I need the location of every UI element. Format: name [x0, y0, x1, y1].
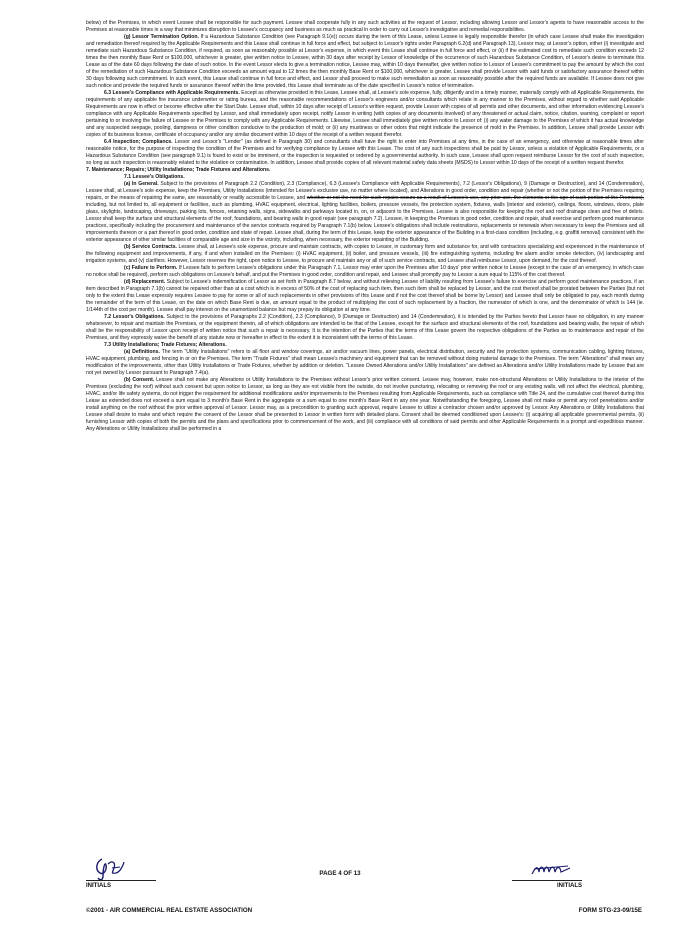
- paragraph-text: If a Hazardous Substance Condition (see Paragraph 9.1(e)) occurs during the term of this Lease, unless Lessee is legally responsible therefor (in which case Lessee shall make the investigation and remediation thereof required by the Applicable Requirements and this Lease shall continue in full force and effect, but subject to Lessor's rights under Paragraph 6.2(d) and Paragraph 13), Lessor may, at Lessor's option, either (i) investigate and remediate such Hazardous Substance Condition, if required, as soon as reasonably possible at Lessor's expense, in which event this Lease shall continue in full force and effect, or (ii) if the estimated cost to remediate such condition exceeds 12 times the then monthly Base Rent or $100,000, whichever is greater, give written notice to Lessee, within 30 days after receipt by Lessor of knowledge of the occurrence of such Hazardous Substance Condition, of Lessor's desire to terminate this Lease as of the date 60 days following the date of such notice. In the event Lessor elects to give a termination notice, Lessee may, within 10 days thereafter, give written notice to Lessor of Lessee's commitment to pay the amount by which the cost of the remediation of such Hazardous Substance Condition exceeds an amount equal to 12 times the then monthly Base Rent or $100,000, whichever is greater. Lessee shall provide Lessor with said funds or satisfactory assurance thereof within 30 days following such commitment. In such event, this Lease shall continue in full force and effect, and Lessor shall proceed to make such remediation as soon as reasonably possible after the required funds are available. If Lessee does not give such notice and provide the required funds or assurance thereof within the time provided, this Lease shall terminate as of the date specified in Lessor's notice of termination.: [86, 34, 644, 89]
- paragraph: [86, 20, 644, 34]
- paragraph-heading: 6.3 Lessee's Compliance with Applicable Requirements.: [104, 90, 240, 96]
- paragraph-text: Lessee shall, at Lessee's sole expense, procure and maintain contracts, with copies to Lessor, in customary form and substance for, and with contractors specializing and experienced in the maintenance of the following equipment and improvements, if any, if and when installed on the Premises: (i) HVAC equipment, (ii) boiler, and pressure vessels, (iii) fire extinguishing systems, including fire alarm and/or smoke detection, (iv) landscaping and irrigation systems, and (v) clarifiers. However, Lessor reserves the right, upon notice to Lessee, to procure and maintain any or all of such service contracts, and Lessee shall reimburse Lessor, upon demand, for the cost thereof.: [86, 244, 644, 264]
- struck-text: whether or not the need for such repairs occurs as a result of Lessee's use, any prior use, the elements or the age of such portion of the Premises),: [306, 195, 644, 201]
- paragraph: [86, 349, 644, 377]
- paragraph: [86, 174, 644, 181]
- paragraph-text: Subject to the provisions of Paragraphs 2.2 (Condition), 2.3 (Compliance), 9 (Damage or Destruction) and 14 (Condemnation), it is intended by the Parties hereto that Lessor have no obligation, in any manner whatsoever, to repair and maintain the Premises, or the equipment therein, all of which obligations are intended to be that of the Lessee, except for the surface and structural elements of the roof, foundations and bearing walls, the repair of which shall be the responsibility of Lessor upon receipt of written notice that such a repair is necessary. It is the intention of the Parties that the terms of this Lease govern the respective obligations of the Parties as to maintenance and repair of the Premises, and they expressly waive the benefit of any statute now or hereafter in effect to the extent it is inconsistent with the terms of this Lease.: [86, 314, 644, 341]
- paragraph: [86, 342, 644, 349]
- paragraph-heading: (b) Service Contracts.: [124, 244, 177, 250]
- paragraph: [86, 34, 644, 90]
- paragraph-heading: (g) Lessor Termination Option.: [124, 34, 199, 40]
- copyright-notice: ©2001 - AIR COMMERCIAL REAL ESTATE ASSOCIATION: [86, 907, 253, 914]
- paragraph-heading: (c) Failure to Perform.: [124, 265, 178, 271]
- initials-block-right: [512, 858, 582, 889]
- initials-label-right: INITIALS: [557, 883, 582, 889]
- paragraph: [86, 314, 644, 342]
- paragraph: [86, 139, 644, 167]
- paragraph: [86, 244, 644, 265]
- page-number: PAGE 4 OF 13: [319, 870, 361, 877]
- handwritten-initials-right: [530, 858, 574, 880]
- paragraph-text: Except as otherwise provided in this Lease, Lessee shall, at Lessee's sole expense, fully, diligently and in a timely manner, materially comply with all Applicable Requirements, the requirements of any applicable fire insurance underwriter or rating bureau, and the reasonable recommendations of Lessor's engineers and/or consultants which relate in any manner to the Premises, without regard to whether said Applicable Requirements are now in effect or become effective after the Start Date. Lessee shall, within 10 days after receipt of Lessor's written request, provide Lessor with copies of all permits and other documents, and other information evidencing Lessee's compliance with any Applicable Requirements specified by Lessor, and shall immediately upon receipt, notify Lessor in writing (with copies of any documents involved) of any threatened or actual claim, notice, citation, warning, complaint or report pertaining to or involving the failure of Lessee or the Premises to comply with any Applicable Requirements. Likewise, Lessee shall immediately give written notice to Lessor of: (i) any water damage to the Premises of which it has actual knowledge and any suspected seepage, pooling, dampness or other condition conducive to the production of mold; or (ii) any mustiness or other odors that might indicate the presence of mold in the Premises. In addition, Lessee shall provide Lessor with copies of its business license, certificate of occupancy and/or any similar document within 10 days of the receipt of a written request therefor.: [86, 90, 644, 138]
- paragraph: [86, 377, 644, 433]
- initials-label-left: INITIALS: [86, 883, 111, 889]
- paragraph-text: The term "Utility Installations" refers to all floor and window coverings, air and/or vacuum lines, power panels, electrical distribution, security and fire protection systems, communication cabling, lighting fixtures, HVAC equipment, plumbing, and fencing in or on the Premises. The term "Trade Fixtures" shall mean Lessee's machinery and equipment that can be removed without doing material damage to the Premises. The term "Alterations" shall mean any modification of the improvements, other than Utility Installations or Trade Fixtures, whether by addition or deletion. "Lessee Owned Alterations and/or Utility Installations" are defined as Alterations and/or Utility Installations made by Lessee that are not yet owned by Lessor pursuant to Paragraph 7.4(a).: [86, 349, 644, 376]
- paragraph-heading: 7. Maintenance; Repairs; Utility Installations; Trade Fixtures and Alterations.: [86, 167, 271, 173]
- paragraph-heading: (b) Consent.: [124, 377, 155, 383]
- paragraph-text: Subject to Lessee's indemnification of Lessor as set forth in Paragraph 8.7 below, and without relieving Lessee of liability resulting from Lessee's failure to exercise and perform good maintenance practices, if an item described in Paragraph 7.1(b) cannot be repaired other than at a cost which is in excess of 50% of the cost of replacing such item, then such item shall be replaced by Lessor, and the cost thereof shall be prorated between the Parties (but not only to the extent this Lease expressly requires Lessee to pay for some or all of such replacements in other provisions of this Lease and if not the cost thereof shall be borne by Lessor) and Lessee shall only be obligated to pay, each month during the remainder of the term of this Lease, on the date on which Base Rent is due, an amount equal to the product of multiplying the cost of such replacement by a fraction, the numerator of which is one, and the denominator of which is 144 (ie. 1/144th of the cost per month). Lessee shall pay interest on the unamortized balance but may prepay its obligation at any time.: [86, 279, 644, 313]
- paragraph-text-continued: including, but not limited to, all equipment or facilities, such as plumbing, HVAC equipment, electrical, lighting facilities, boilers, pressure vessels, fire protection system, fixtures, walls (interior and exterior), ceilings, floors, windows, doors, plate glass, skylights, landscaping, driveways, parking lots, fences, retaining walls, signs, sidewalks and parkways located in, on, or adjacent to the Premises. Lessee is also responsible for keeping the roof and roof drainage clean and free of debris. Lessor shall keep the surface and structural elements of the roof, foundations, and bearing walls in good repair (see paragraph 7.2). Lessee, in keeping the Premises in good order, condition and repair, shall exercise and perform good maintenance practices, specifically including the procurement and maintenance of the service contracts required by Paragraph 7.1(b) below. Lessee's obligations shall include restorations, replacements or renewals when necessary to keep the Premises and all improvements thereon or a part thereof in good order, condition and state of repair. Lessee shall, during the term of this Lease, keep the exterior appearance of the Building in a first-class condition (including, e.g. graffiti removal) consistent with the exterior appearance of other similar facilities of comparable age and size in the vicinity, including, when necessary, the exterior repainting of the Building.: [86, 202, 644, 243]
- initials-line-right[interactable]: [512, 858, 582, 881]
- paragraph-text: Subject to the provisions of Paragraph 2.2 (Condition), 2.3 (Compliance), 6.3 (Lessee's Compliance with Applicable Requirements), 7.2 (Lessor's Obligations), 9 (Damage or Destruction), and 14 (Condemnation), Lessee shall, at Lessee's sole expense, keep the Premises, Utility Installations (intended for Lessee's exclusive use, no matter where located), and Alterations in good order, condition and repair (whether or not the portion of the Premises requiring repairs, or the means of repairing the same, are reasonably or readily accessible to Lessee, and: [86, 181, 644, 201]
- paragraph-text: If Lessee fails to perform Lessee's obligations under this Paragraph 7.1, Lessor may enter upon the Premises after 10 days' prior written notice to Lessee (except in the case of an emergency, in which case no notice shall be required), perform such obligations on Lessee's behalf, and put the Premises in good order, condition and repair, and Lessee shall promptly pay to Lessor a sum equal to 115% of the cost thereof.: [86, 265, 644, 278]
- paragraph-heading: (a) Definitions.: [124, 349, 160, 355]
- paragraph-heading: 6.4 Inspection; Compliance.: [104, 139, 173, 145]
- paragraph-text: below) of the Premises, in which event Lessee shall be responsible for such payment. Lessee shall cooperate fully in any such activities at the request of Lessor, including allowing Lessor and Lessor's agents to have reasonable access to the Premises at reasonable times in a way that minimizes disruption to Lessee's occupancy and business as much as practical in order to carry out Lessor's investigative and remedial responsibilities.: [86, 20, 644, 33]
- paragraph-text: Lessee shall not make any Alterations or Utility Installations to the Premises without Lessor's prior written consent. Lessee may, however, make non-structural Alterations or Utility Installations to the interior of the Premises (excluding the roof) without such consent but upon notice to Lessor, as long as they are not visible from the outside, do not involve puncturing, relocating or removing the roof or any existing walls, will not affect the electrical, plumbing, HVAC, and/or life safety systems, do not trigger the requirement for additional modifications and/or improvements to the Premises resulting from Applicable Requirements, such as compliance with Title 24, and the cumulative cost thereof during this Lease as extended does not exceed a sum equal to 3 month's Base Rent in the aggregate or a sum equal to one month's Base Rent in any one year. Notwithstanding the foregoing, Lessee shall not make or permit any roof penetrations and/or install anything on the roof without the prior written approval of Lessor. Lessor may, as a precondition to granting such approval, require Lessee to utilize a contractor chosen and/or approved by Lessor. Any Alterations or Utility Installations that Lessee shall desire to make and which require the consent of the Lessor shall be presented to Lessor in written form with detailed plans. Consent shall be deemed conditioned upon Lessee's: (i) acquiring all applicable governmental permits, (ii) furnishing Lessor with copies of both the permits and the plans and specifications prior to commencement of the work, and (iii) compliance with all conditions of said permits and other Applicable Requirements in a prompt and expeditious manner. Any Alterations or Utility Installations shall be performed in a: [86, 377, 644, 432]
- paragraph: [86, 90, 644, 139]
- paragraph: [86, 265, 644, 279]
- lease-body-text: [86, 20, 644, 853]
- paragraph: [86, 181, 644, 244]
- form-identifier: FORM STG-23-09/15E: [578, 907, 642, 914]
- paragraph-heading: 7.3 Utility Installations; Trade Fixtures; Alterations.: [104, 342, 227, 348]
- paragraph: [86, 167, 644, 174]
- paragraph-heading: (d) Replacement.: [124, 279, 166, 285]
- paragraph-heading: (a) In General.: [124, 181, 159, 187]
- paragraph-text: Lessor and Lessor's "Lender" (as defined in Paragraph 30) and consultants shall have the right to enter into Premises at any time, in the case of an emergency, and otherwise at reasonable times after reasonable notice, for the purpose of inspecting the condition of the Premises and for verifying compliance by Lessee with this Lease. The cost of any such inspections shall be paid by Lessor, unless a violation of Applicable Requirements, or a Hazardous Substance Condition (see paragraph 9.1) is found to exist or be imminent, or the inspection is requested or ordered by a governmental authority. In such case, Lessee shall upon request reimburse Lessor for the cost of such inspection, so long as such inspection is reasonably related to the violation or contamination. In addition, Lessee shall provide copies of all relevant material safety data sheets (MSDS) to Lessor within 10 days of the receipt of a written request therefor.: [86, 139, 644, 166]
- paragraph-heading: 7.1 Lessee's Obligations.: [124, 174, 185, 180]
- paragraph-heading: 7.2 Lessor's Obligations.: [104, 314, 165, 320]
- paragraph: [86, 279, 644, 314]
